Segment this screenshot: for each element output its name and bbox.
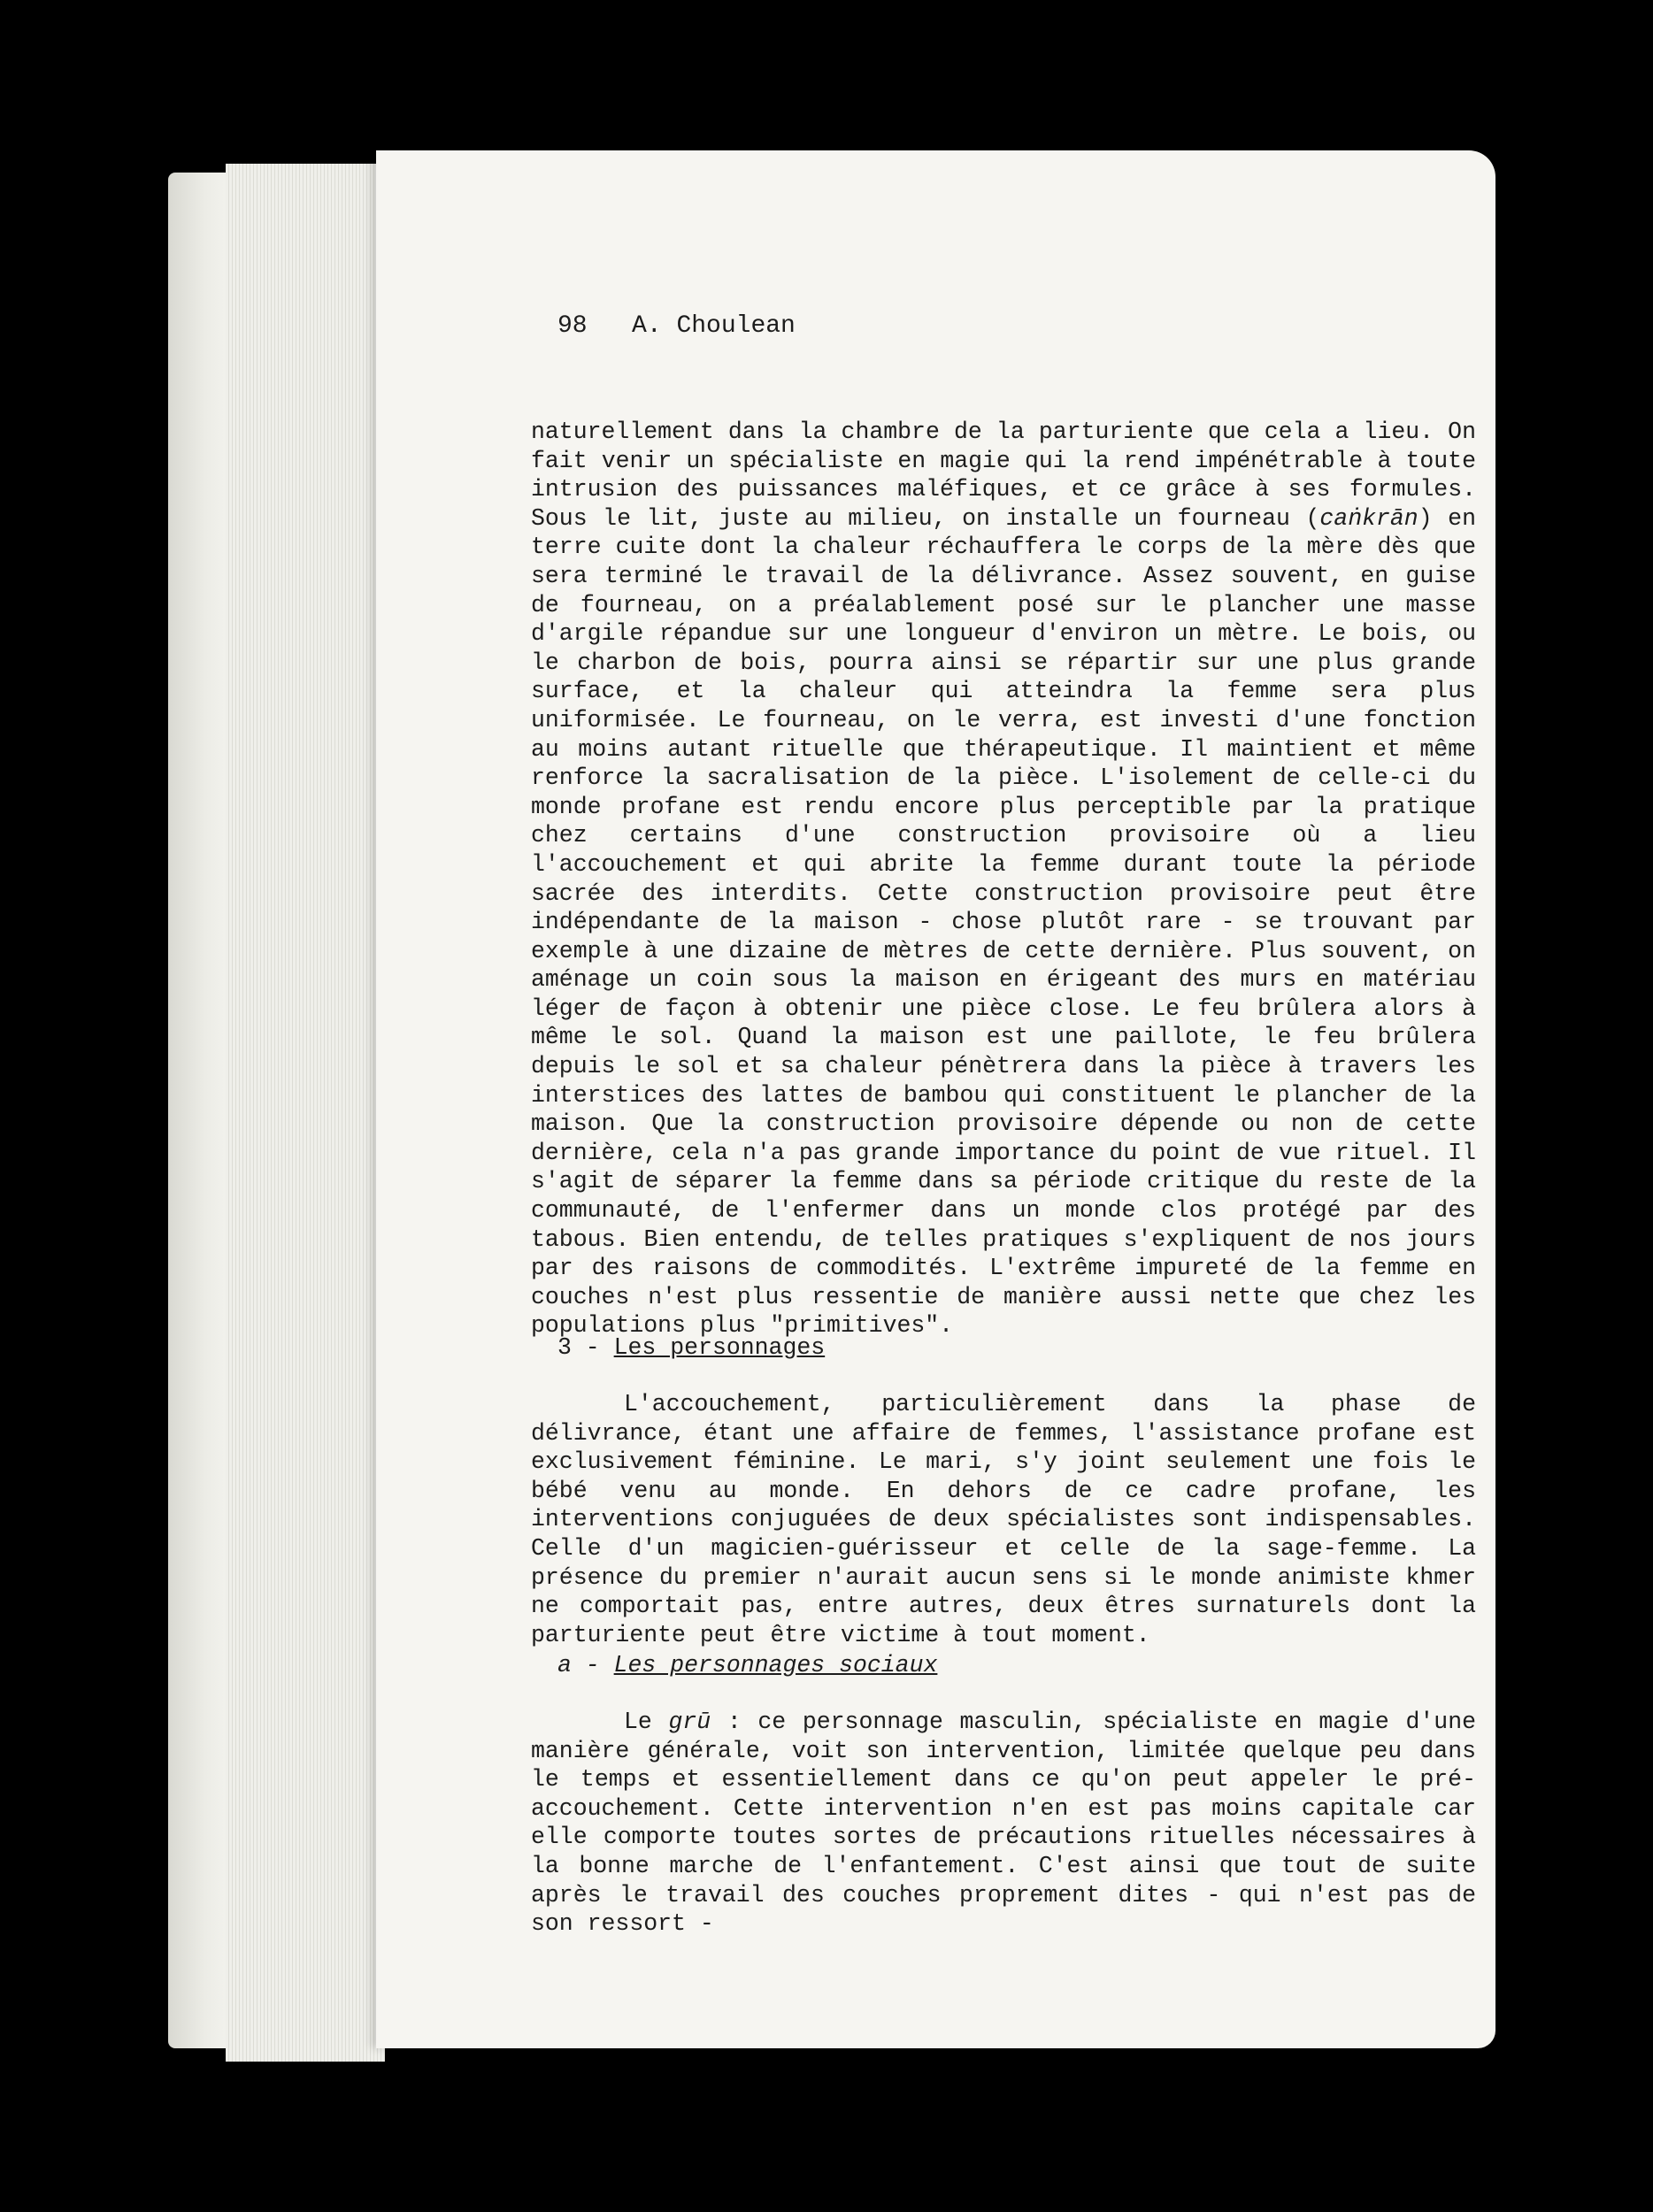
paragraph-1-text-b: ) en terre cuite dont la chaleur réchauffera le corps de la mère dès que sera terminé le travail de la délivrance. Assez souvent, en guise de fourneau, on a préalablement posé sur le plancher une masse d'argile répandue sur une longueur d'environ un mètre. Le bois, ou le charbon de bois, pourra ainsi se répartir sur une plus grande surface, et la chaleur qui atteindra la femme sera plus uniformisée. Le fourneau, on le verra, est investi d'une fonction au moins autant rituelle que thérapeutique. Il maintient et même renforce la sacralisation de la pièce. L'isolement de celle-ci du monde profane est rendu encore plus perceptible par la pratique chez certains d'une construction provisoire où a lieu l'accouchement et qui abrite la femme durant toute la période sacrée des interdits. Cette construction provisoire peut être indépendante de la maison - chose plutôt rare - se trouvant par exemple à une dizaine de mètres de cette dernière. Plus souvent, on aménage un coin sous la maison en érigeant des murs en matériau léger de façon à obtenir une pièce close. Le feu brûlera alors à même le sol. Quand la maison est une paillote, le feu brûlera depuis le sol et sa chaleur pénètrera dans la pièce à travers les interstices des lattes de bambou qui constituent le plancher de la maison. Que la construction provisoire dépende ou non de cette dernière, cela n'a pas grande importance du point de vue rituel. Il s'agit de séparer la femme dans sa période critique du reste de la communauté, de l'enfermer dans un monde clos protégé par des tabous. Bien entendu, de telles pratiques s'expliquent de nos jours par des raisons de commodités. L'extrême impureté de la femme en couches n'est plus ressentie de manière aussi nette que chez les populations plus "primitives". (531, 504, 1476, 1340)
paragraph-3 (531, 1708, 1476, 1939)
running-header (557, 312, 796, 340)
paragraph-3-text: : ce personnage masculin, spécialiste en magie d'une manière générale, voit son intervention, limitée quelque peu dans le temps et essentiellement dans ce qu'on peut appeler le pré-accouchement. Cette intervention n'en est pas moins capitale car elle comporte toutes sortes de précautions rituelles nécessaires à la bonne marche de l'enfantement. C'est ainsi que tout de suite après le travail des couches proprement dites - qui n'est pas de son ressort - (531, 1709, 1476, 1938)
section-number: 3 - (557, 1334, 614, 1361)
paragraph-1 (531, 418, 1476, 1340)
paragraph-2: L'accouchement, particulièrement dans la phase de délivrance, étant une affaire de femmes, l'assistance profane est exclusivement féminine. Le mari, s'y joint seulement une fois le bébé venu au monde. En dehors de ce cadre profane, les interventions conjuguées de deux spécialistes sont indispensables. Celle d'un magicien-guérisseur et celle de la sage-femme. La présence du premier n'aurait aucun sens si le monde animiste khmer ne comportait pas, entre autres, deux êtres surnaturels dont la parturiente peut être victime à tout moment. (531, 1391, 1476, 1648)
paragraph-1-text-a: naturellement dans la chambre de la parturiente que cela a lieu. On fait venir un spécialiste en magie qui la rend impénétrable à toute intrusion des puissances maléfiques, et ce grâce à ses formules. Sous le lit, juste au milieu, on installe un fourneau ( (531, 419, 1476, 532)
subsection-letter: a - (557, 1652, 614, 1678)
page-number: 98 (557, 312, 588, 340)
section-title: Les personnages (613, 1334, 826, 1361)
term-cankran: caṅkrān (1319, 504, 1419, 532)
paragraph-3-lead: Le (624, 1709, 669, 1735)
subsection-heading (557, 1652, 937, 1678)
author-name: A. Choulean (632, 312, 796, 340)
term-gru: grū (668, 1709, 711, 1735)
section-heading (557, 1334, 825, 1361)
subsection-title: Les personnages sociaux (613, 1652, 938, 1678)
book-page (376, 150, 1495, 2048)
page-stack (226, 164, 385, 2062)
